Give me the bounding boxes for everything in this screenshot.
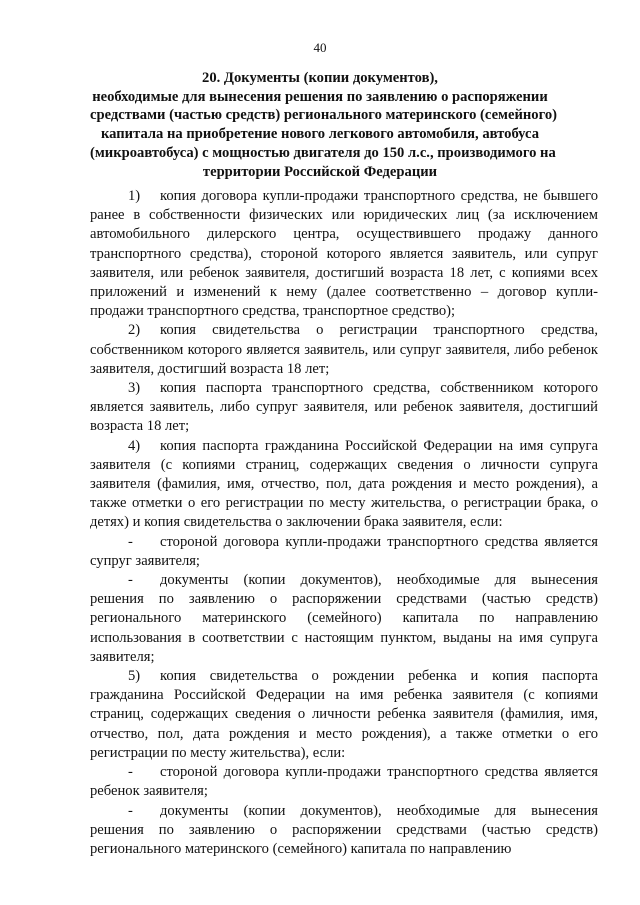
item-text: документы (копии документов), необходимые для вынесения решения по заявлению о распоряжении средствами (частью средств) регионального материнского (семейного) капитала по направлению использования в соответствии с настоящим пунктом, выданы на имя супруга заявителя; (90, 572, 598, 665)
item-marker: - (128, 572, 133, 589)
title-line: капитала на приобретение нового легкового автомобиля, автобуса (100, 126, 539, 143)
page-number: 40 (313, 40, 327, 55)
list-item (90, 533, 598, 571)
document-body (90, 187, 598, 859)
item-text: копия паспорта транспортного средства, собственником которого является заявитель, либо супруг заявителя, или ребенок заявителя, достигший возраста 18 лет; (90, 380, 598, 435)
item-marker: 1) (128, 188, 141, 204)
title-line: средствами (частью средств) регионального материнского (семейного) (90, 107, 557, 124)
item-marker: 4) (128, 437, 141, 454)
list-item (90, 321, 598, 379)
section-title (90, 69, 557, 181)
item-marker: 2) (128, 322, 141, 339)
title-line: (микроавтобуса) с мощностью двигателя до 150 л.с., производимого на (90, 144, 556, 161)
item-marker: - (128, 764, 133, 781)
list-item (90, 379, 598, 437)
item-text: копия свидетельства о рождении ребенка и копия паспорта гражданина Российской Федерации на имя ребенка заявителя (с копиями страниц, содержащих сведения о личности ребенка заявителя (фамилия, имя, отчество, пол, дата рождения и место рождения), а также отметки о его регистрации по месту жительства), если: (90, 668, 598, 761)
item-marker: 5) (128, 668, 141, 685)
title-line: 20. Документы (копии документов), (202, 70, 438, 86)
item-marker: - (128, 533, 133, 550)
list-item (90, 437, 598, 533)
item-marker: - (128, 802, 133, 819)
list-item (90, 802, 598, 860)
item-marker: 3) (128, 380, 141, 397)
item-text: копия паспорта гражданина Российской Федерации на имя супруга заявителя (с копиями страниц, содержащих сведения о личности супруга заявителя (фамилия, имя, отчество, пол, дата рождения и место рождения), а также отметки о его регистрации по месту жительства, о регистрации брака, о детях) и копия свидетельства о заключении брака заявителя, если: (90, 437, 598, 531)
item-text: документы (копии документов), необходимые для вынесения решения по заявлению о распоряжении средствами (частью средств) регионального материнского (семейного) капитала по направлению (90, 802, 598, 857)
list-item (90, 763, 598, 801)
title-line: территории Российской Федерации (202, 163, 438, 180)
item-text: стороной договора купли-продажи транспортного средства является ребенок заявителя; (90, 764, 598, 800)
item-text: стороной договора купли-продажи транспортного средства является супруг заявителя; (90, 533, 598, 569)
item-text: копия свидетельства о регистрации транспортного средства, собственником которого является заявитель, или супруг заявителя, либо ребенок заявителя, достигший возраста 18 лет; (90, 322, 598, 377)
list-item (90, 187, 598, 321)
title-line: необходимые для вынесения решения по заявлению о распоряжении (92, 88, 548, 105)
list-item (90, 667, 598, 763)
list-item (90, 571, 598, 667)
item-text: копия договора купли-продажи транспортного средства, не бывшего ранее в собственности физических или юридических лиц (за исключением автомобильного дилерского центра, осуществившего продажу данного транспортного средства), стороной которого является заявитель, или супруг заявителя, или ребенок заявителя, достигший возраста 18 лет, с копиями всех приложений и изменений к нему (далее соответственно – договор купли-продажи транспортного средства, транспортное средство); (90, 188, 598, 320)
